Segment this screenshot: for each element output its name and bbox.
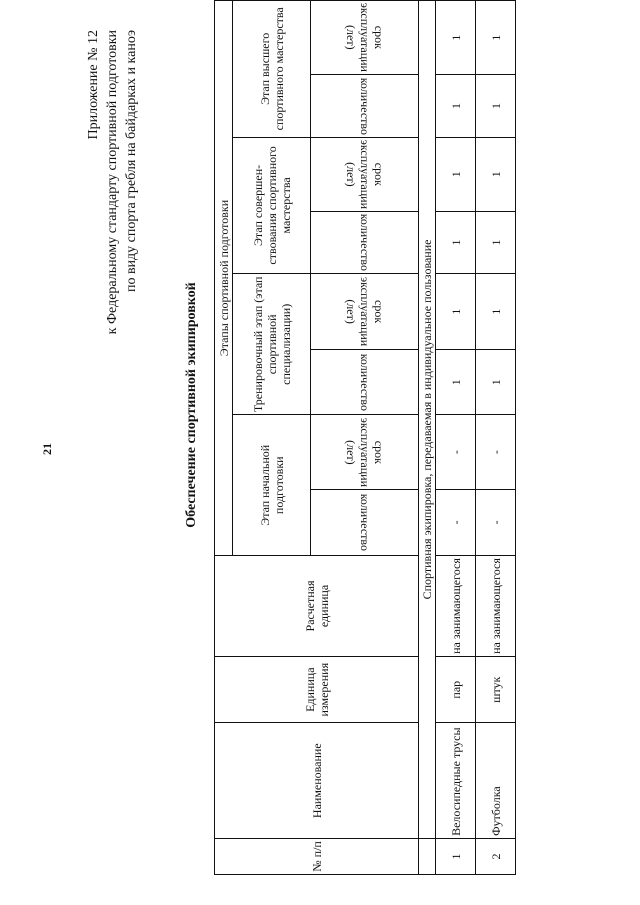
header-term-text: срок эксплуатации (лет) [343,276,386,347]
header-term [311,137,419,211]
appendix-line-2: к Федеральному стандарту спортивной подготовки [105,30,120,335]
section-heading: Спортивная экипировка, передаваемая в индивидуальное пользование [419,1,436,839]
header-quantity [311,349,419,414]
row-value: 1 [476,349,516,414]
row-value: 1 [476,274,516,350]
row-value: - [476,489,516,555]
header-term-text: срок эксплуатации (лет) [343,417,386,487]
header-unit: Единица измерения [215,656,419,723]
header-quantity [311,489,419,555]
appendix-line-3: по виду спорта гребля на байдарках и каноэ [124,30,139,293]
row-value: 1 [436,137,476,211]
row-num: 1 [436,838,476,874]
appendix-line-1: Приложение № 12 [86,30,101,140]
header-quantity-text: количество [357,213,372,272]
appendix-heading [84,30,141,334]
row-value: 1 [476,137,516,211]
header-term-text: срок эксплуатации (лет) [343,3,386,73]
row-value: 1 [476,1,516,75]
row-name: Футболка [476,723,516,838]
header-quantity-text: количество [357,77,372,135]
row-value: 1 [476,211,516,273]
row-value: 1 [436,274,476,350]
header-quantity-text: количество [357,493,372,552]
row-value: 1 [436,1,476,75]
header-num: № п/п [215,838,419,874]
header-stages: Этапы спортивной подготовки [215,1,233,556]
header-term-text: срок эксплуатации (лет) [343,139,386,209]
row-unit: штук [476,656,516,723]
header-quantity [311,211,419,273]
header-stage-3: Этап совершен-ствования спортивного мастерства [233,137,311,274]
row-value: - [436,415,476,489]
header-name: Наименование [215,723,419,838]
row-unit: пар [436,656,476,723]
table-row [436,1,476,875]
row-value: - [436,489,476,555]
header-quantity [311,75,419,137]
row-value: 1 [436,211,476,273]
row-calc-unit: на занимающегося [476,556,516,657]
section-empty-cell [419,838,436,874]
table-row [476,1,516,875]
header-calc-unit: Расчетная единица [215,556,419,657]
row-value: - [476,415,516,489]
row-num: 2 [476,838,516,874]
header-stage-4: Этап высшего спортивного мастерства [233,1,311,138]
row-value: 1 [436,349,476,414]
header-term [311,274,419,350]
document-title: Обеспечение спортивной экипировкой [184,282,199,528]
header-quantity-text: количество [357,353,372,411]
page-number: 21 [40,443,54,455]
equipment-table [214,0,516,875]
header-stage-2: Тренировочный этап (этап спортивной специализации) [233,274,311,415]
row-value: 1 [476,75,516,137]
row-value: 1 [436,75,476,137]
header-stage-1: Этап начальной подготовки [233,415,311,556]
header-term [311,1,419,75]
row-name: Велосипедные трусы [436,723,476,838]
header-term [311,415,419,489]
row-calc-unit: на занимающегося [436,556,476,657]
